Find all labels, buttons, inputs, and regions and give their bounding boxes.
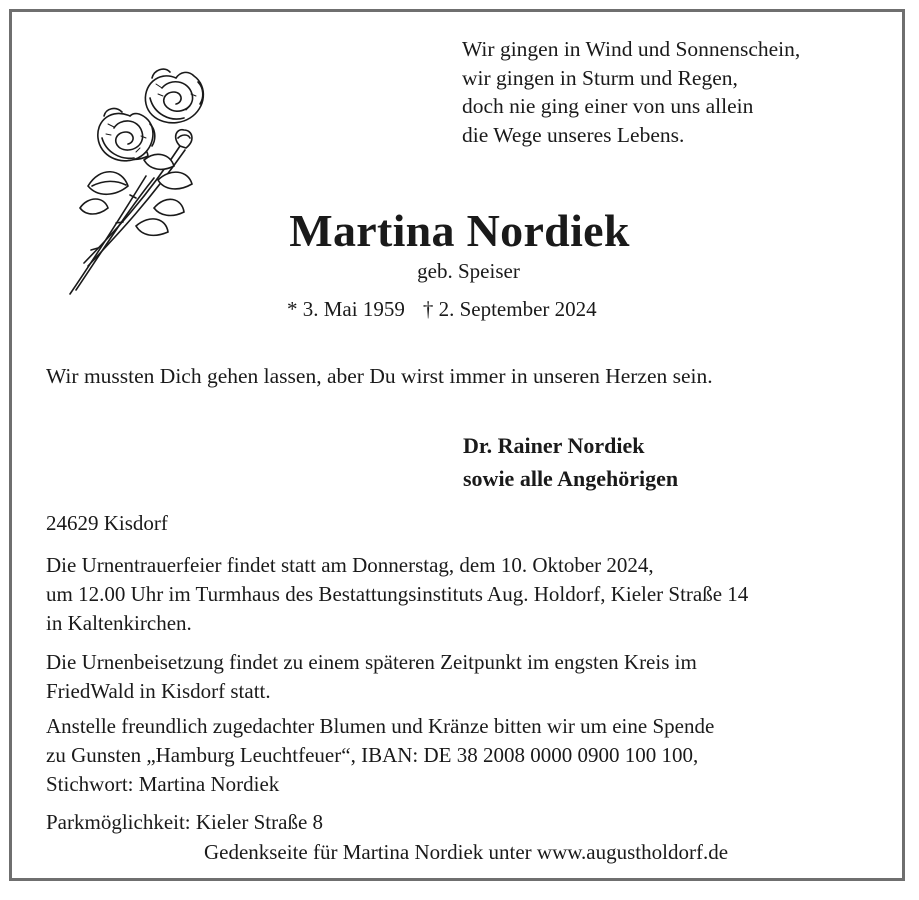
text-line: Die Urnentrauerfeier findet statt am Donnerstag, dem 10. Oktober 2024, [46,553,654,577]
farewell-quote: Wir mussten Dich gehen lassen, aber Du wirst immer in unseren Herzen sein. [46,364,713,388]
death-date: † 2. September 2024 [422,297,597,321]
donation-paragraph [46,712,714,799]
birth-date: * 3. Mai 1959 [287,297,405,321]
poem-line: doch nie ging einer von uns allein [462,94,754,118]
deceased-name: Martina Nordiek [289,205,630,256]
text-line: in Kaltenkirchen. [46,611,192,635]
signer-name: Dr. Rainer Nordiek [463,433,645,458]
poem [462,35,800,149]
service-paragraph [46,551,748,638]
poem-line: Wir gingen in Wind und Sonnenschein, [462,37,801,61]
text-line: Stichwort: Martina Nordiek [46,772,280,796]
maiden-name: geb. Speiser [417,259,520,283]
text-line: FriedWald in Kisdorf statt. [46,679,271,703]
poem-line: die Wege unseres Lebens. [462,122,685,147]
life-dates [287,297,597,322]
signers [463,429,678,495]
parking-info: Parkmöglichkeit: Kieler Straße 8 [46,810,324,834]
text-line: zu Gunsten „Hamburg Leuchtfeuer“, IBAN: DE 38 2008 0000 0900 100 100, [46,743,699,767]
poem-line: wir gingen in Sturm und Regen, [462,65,738,90]
text-line: Anstelle freundlich zugedachter Blumen und Kränze bitten wir um eine Spende [46,714,715,738]
signer-name: sowie alle Angehörigen [463,466,679,491]
address: 24629 Kisdorf [46,511,168,535]
burial-paragraph [46,648,697,706]
text-line: um 12.00 Uhr im Turmhaus des Bestattungsinstituts Aug. Holdorf, Kieler Straße 14 [46,582,749,606]
memorial-page-link: Gedenkseite für Martina Nordiek unter www.augustholdorf.de [203,840,729,864]
text-line: Die Urnenbeisetzung findet zu einem späteren Zeitpunkt im engsten Kreis im [46,650,697,674]
